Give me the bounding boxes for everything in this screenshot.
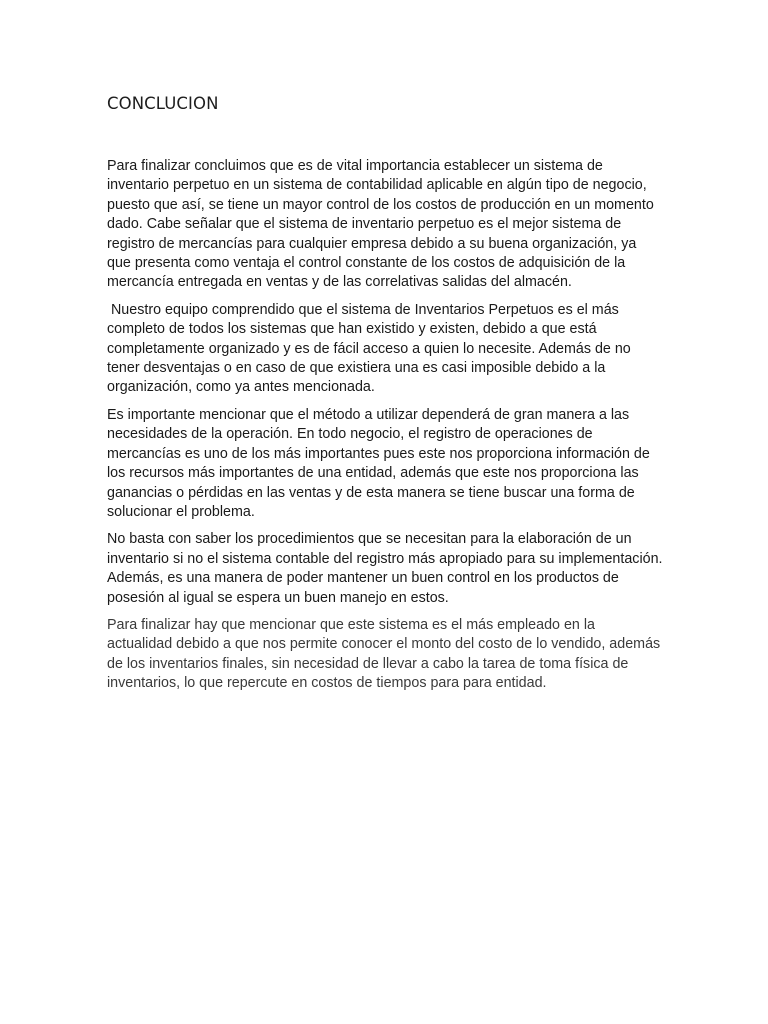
paragraph-4: No basta con saber los procedimientos que se necesitan para la elaboración de un inventario si no el sistema contable del registro más apropiado para su implementación. Además, es una manera de poder mantener un buen control en los productos de posesión al igual se espera un buen manejo en estos. [107,531,663,606]
document-body [107,157,663,702]
paragraph-3: Es importante mencionar que el método a utilizar dependerá de gran manera a las necesidades de la operación. En todo negocio, el registro de operaciones de mercancías es uno de los más importantes pues este nos proporciona información de los recursos más importantes de una entidad, además que este nos proporciona las ganancias o pérdidas en las ventas y de esta manera se tiene buscar una forma de solucionar el problema. [107,406,650,520]
document-title: CONCLUCION [107,94,219,113]
paragraph-5: Para finalizar hay que mencionar que este sistema es el más empleado en la actualidad debido a que nos permite conocer el monto del costo de lo vendido, además de los inventarios finales, sin necesidad de llevar a cabo la tarea de toma física de inventarios, lo que repercute en costos de tiempos para para entidad. [107,616,661,692]
paragraph-1: Para finalizar concluimos que es de vital importancia establecer un sistema de inventario perpetuo en un sistema de contabilidad aplicable en algún tipo de negocio, puesto que así, se tiene un mayor control de los costos de producción en un momento dado. Cabe señalar que el sistema de inventario perpetuo es el mejor sistema de registro de mercancías para cualquier empresa debido a su buena organización, ya que presenta como ventaja el control constante de los costos de adquisición de la mercancía entregada en ventas y de las correlativas salidas del almacén. [107,158,654,291]
paragraph-2: Nuestro equipo comprendido que el sistema de Inventarios Perpetuos es el más completo de todos los sistemas que han existido y existen, debido a que está completamente organizado y es de fácil acceso a quien lo necesite. Además de no tener desventajas o en caso de que existiera una es casi imposible debido a la organización, como ya antes mencionada. [107,301,635,396]
